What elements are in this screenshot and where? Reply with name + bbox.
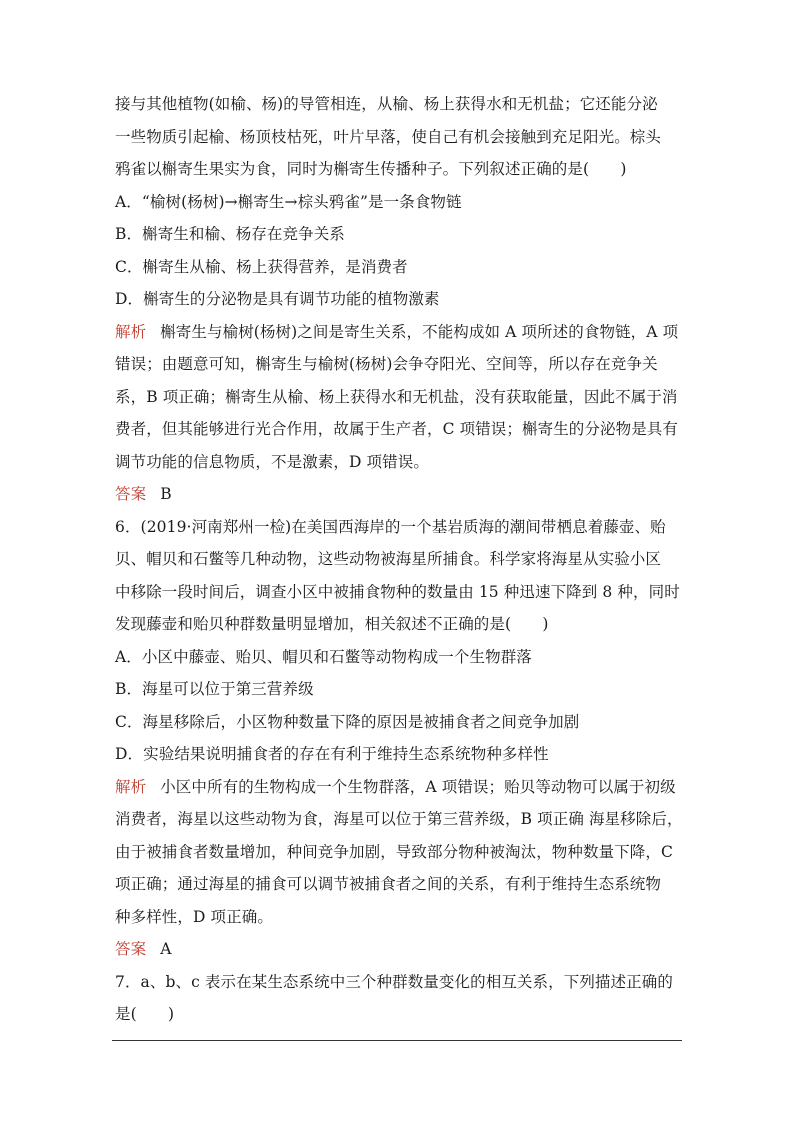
q6-analysis-line: 解析 小区中所有的生物构成一个生物群落，A 项错误；贻贝等动物可以属于初级 <box>115 777 676 796</box>
question-6 <box>115 511 685 966</box>
q5-analysis-line: 费者，但其能够进行光合作用，故属于生产者，C 项错误；槲寄生的分泌物是具有 <box>115 420 678 438</box>
analysis-label: 解析 <box>115 777 147 796</box>
q5-stem-line: 接与其他植物(如榆、杨)的导管相连，从榆、杨上获得水和无机盐；它还能分泌 <box>115 95 658 113</box>
q5-stem-line: 一些物质引起榆、杨顶枝枯死，叶片早落，使自己有机会接触到充足阳光。棕头 <box>115 127 662 146</box>
question-5 <box>115 88 685 511</box>
q6-analysis-line: 项正确；通过海星的捕食可以调节被捕食者之间的关系，有利于维持生态系统物 <box>115 875 662 893</box>
q5-analysis-line: 调节功能的信息物质，不是激素，D 项错误。 <box>115 452 429 471</box>
q5-option-a: A．“榆树(杨树)→槲寄生→棕头鸦雀”是一条食物链 <box>115 192 462 211</box>
q6-option-d: D．实验结果说明捕食者的存在有利于维持生态系统物种多样性 <box>115 745 549 763</box>
q6-stem-line: 中移除一段时间后，调查小区中被捕食物种的数量由 15 种迅速下降到 8 种，同时 <box>115 582 680 601</box>
q6-stem-line: 发现藤壶和贻贝种群数量明显增加，相关叙述不正确的是( ) <box>115 615 549 633</box>
question-7 <box>115 966 685 1031</box>
document-page <box>115 88 685 1031</box>
answer-value: A <box>160 940 172 958</box>
q5-option-c: C．槲寄生从榆、杨上获得营养，是消费者 <box>115 257 408 276</box>
q5-option-b: B．槲寄生和榆、杨存在竞争关系 <box>115 225 345 243</box>
q5-answer <box>115 478 685 511</box>
q6-option-a: A．小区中藤壶、贻贝、帽贝和石鳖等动物构成一个生物群落 <box>115 647 532 666</box>
q6-answer <box>115 933 685 966</box>
analysis-label: 解析 <box>115 322 147 341</box>
q6-analysis-line: 消费者，海星以这些动物为食，海星可以位于第三营养级，B 项正确 海星移除后， <box>115 810 683 828</box>
answer-label: 答案 <box>115 940 147 958</box>
q5-analysis-line: 系，B 项正确；槲寄生从榆、杨上获得水和无机盐，没有获取能量，因此不属于消 <box>115 387 678 406</box>
q7-stem-line: 是( ) <box>115 1005 175 1023</box>
answer-label: 答案 <box>115 485 147 503</box>
q5-option-d: D．槲寄生的分泌物是具有调节功能的植物激素 <box>115 290 440 308</box>
q5-analysis-line: 解析 槲寄生与榆树(杨树)之间是寄生关系，不能构成如 A 项所述的食物链，A 项 <box>115 322 679 341</box>
q6-stem-line: 贝、帽贝和石鳖等几种动物，这些动物被海星所捕食。科学家将海星从实验小区 <box>115 550 662 568</box>
q6-option-b: B．海星可以位于第三营养级 <box>115 680 314 698</box>
q6-analysis-line: 种多样性，D 项正确。 <box>115 907 273 926</box>
q6-analysis-line: 由于被捕食者数量增加，种间竞争加剧，导致部分物种被淘汰，物种数量下降，C <box>115 842 673 861</box>
q7-stem-line: 7．a、b、c 表示在某生态系统中三个种群数量变化的相互关系，下列描述正确的 <box>115 972 673 991</box>
q6-option-c: C．海星移除后，小区物种数量下降的原因是被捕食者之间竞争加剧 <box>115 712 580 731</box>
q5-analysis-line: 错误；由题意可知，槲寄生与榆树(杨树)会争夺阳光、空间等，所以存在竞争关 <box>115 355 658 373</box>
q6-stem-line: 6．(2019·河南郑州一检)在美国西海岸的一个基岩质海的潮间带栖息着藤壶、贻 <box>115 517 666 536</box>
q5-stem-line: 鸦雀以槲寄生果实为食，同时为槲寄生传播种子。下列叙述正确的是( ) <box>115 160 627 178</box>
answer-value: B <box>160 485 172 503</box>
footer-divider <box>112 1040 682 1041</box>
